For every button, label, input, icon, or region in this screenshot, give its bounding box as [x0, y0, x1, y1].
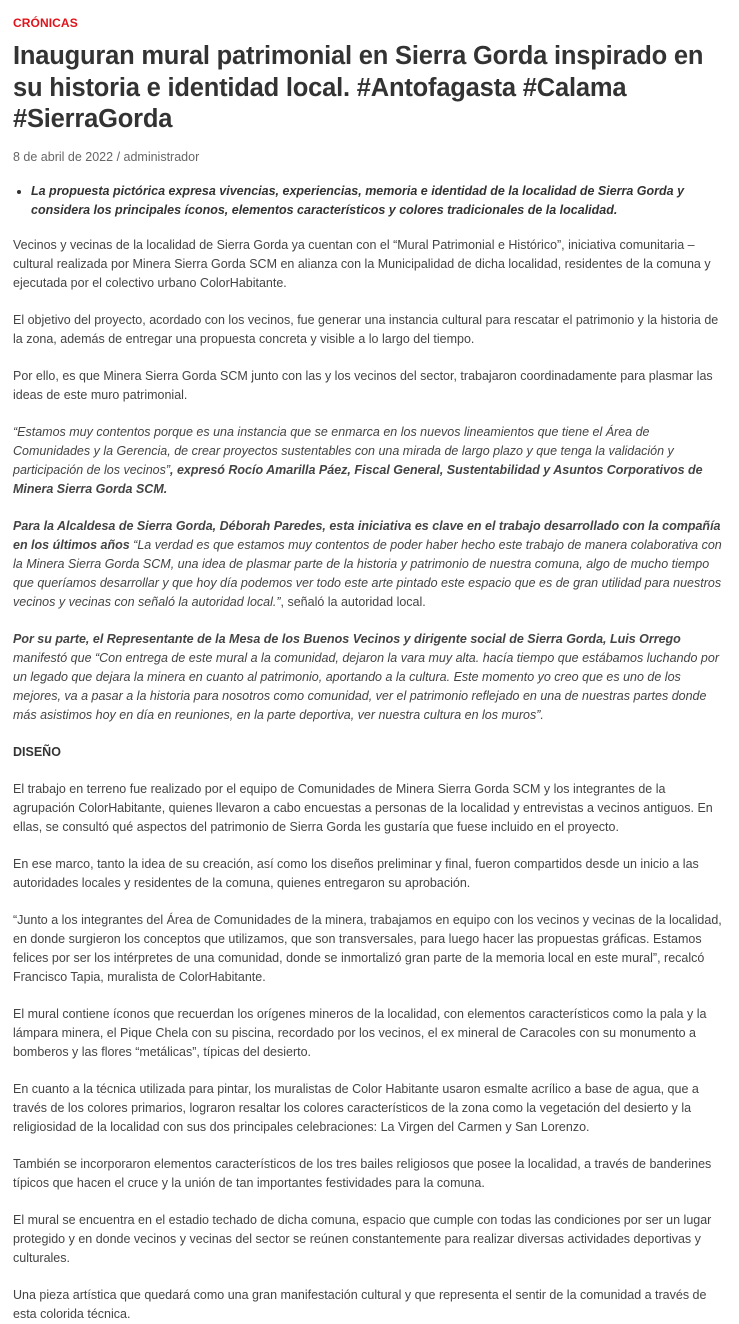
paragraph-approval: En ese marco, tanto la idea de su creación, así como los diseños preliminar y final, fueron compartidos desde un inicio a las autoridades locales y residentes de la comuna, quienes entregaron su aprobación. [13, 856, 699, 890]
paragraph-banners: También se incorporaron elementos característicos de los tres bailes religiosos que posee la localidad, a través de banderines típicos que hacen el cruce y la unión de tan importantes festividades para la comuna. [13, 1156, 712, 1190]
paragraph-fieldwork: El trabajo en terreno fue realizado por el equipo de Comunidades de Minera Sierra Gorda SCM y los integrantes de la agrupación ColorHabitante, quienes llevaron a cabo encuestas a personas de la localidad y entrevistas a vecinos antiguos. En ellas, se consultó qué aspectos del patrimonio de Sierra Gorda les gustaría que fuese incluido en el proyecto. [13, 781, 713, 834]
quote-amarilla-text: “Estamos muy contentos porque es una instancia que se enmarca en los nuevos lineamientos que tiene el Área de Comunidades y la Gerencia, de crear proyectos sustentables con una mirada de largo plazo y que tenga la validación y participación de los vecinos” [13, 424, 674, 477]
date-link[interactable]: 8 de abril de 2022 [13, 149, 114, 164]
section-heading-diseno: DISEÑO [13, 744, 61, 759]
paragraph-icons: El mural contiene íconos que recuerdan los orígenes mineros de la localidad, con elementos característicos como la pala y la lámpara minera, el Pique Chela con su piscina, recordado por los vecinos, el ex mineral de Caracoles con su monumento a bomberos y las flores “metálicas”, típicas del desierto. [13, 1006, 707, 1059]
quote-amarilla-attribution: , expresó Rocío Amarilla Páez, Fiscal General, Sustentabilidad y Asuntos Corporativos de Minera Sierra Gorda SCM. [13, 462, 703, 496]
category-link[interactable]: CRÓNICAS [13, 16, 78, 30]
author-link[interactable]: administrador [123, 149, 200, 164]
paragraph-intro: Vecinos y vecinas de la localidad de Sierra Gorda ya cuentan con el “Mural Patrimonial e Histórico”, iniciativa comunitaria – cultural realizada por Minera Sierra Gorda SCM en alianza con la Municipalidad de dicha localidad, residentes de la comuna y ejecutada por el colectivo urbano ColorHabitante. [13, 237, 711, 290]
quote-amarilla [13, 423, 727, 499]
meta-separator: / [113, 149, 124, 164]
summary-list [13, 182, 727, 220]
quote-orrego [13, 630, 727, 725]
quote-paredes [13, 517, 727, 612]
quote-paredes-tail: , señaló la autoridad local. [280, 594, 426, 609]
quote-paredes-text: “La verdad es que estamos muy contentos de poder haber hecho este trabajo de manera colaborativa con la Minera Sierra Gorda SCM, una idea de plasmar parte de la historia y patrimonio de nuestra comuna, algo de mucho tiempo que queríamos desarrollar y que hoy día podemos ver todo este arte pintado este espacio que es de gran utilidad para nuestros vecinos y vecinas con señaló la autoridad local.” [13, 537, 722, 609]
paragraph-coordination: Por ello, es que Minera Sierra Gorda SCM junto con las y los vecinos del sector, trabajaron coordinadamente para plasmar las ideas de este muro patrimonial. [13, 368, 713, 402]
paragraph-technique: En cuanto a la técnica utilizada para pintar, los muralistas de Color Habitante usaron esmalte acrílico a base de agua, que a través de los colores primarios, lograron resaltar los colores característicos de la zona como la vegetación del desierto y la religiosidad de la localidad con sus dos principales celebraciones: La Virgen del Carmen y San Lorenzo. [13, 1081, 699, 1134]
quote-orrego-text: manifestó que “Con entrega de este mural a la comunidad, dejaron la vara muy alta. hacía tiempo que estábamos luchando por un legado que dejara la minera en cuanto al patrimonio, aportando a la cultura. Este momento yo creo que es uno de los mejores, va a pasar a la historia para nosotros como comunidad, ver el patrimonio reflejado en una de nuestras partes donde más asistimos hoy en día en reuniones, en la parte deportiva, ver nuestra cultura en los muros”. [13, 650, 719, 722]
summary-item: • La propuesta pictórica expresa vivencias, experiencias, memoria e identidad de la localidad de Sierra Gorda y considera los principales íconos, elementos característicos y colores tradicionales de la localidad. [31, 182, 727, 220]
quote-orrego-lead: Por su parte, el Representante de la Mesa de los Buenos Vecinos y dirigente social de Sierra Gorda, Luis Orrego [13, 631, 681, 646]
quote-paredes-lead: Para la Alcaldesa de Sierra Gorda, Déborah Paredes, esta iniciativa es clave en el trabajo desarrollado con la compañía en los últimos años [13, 518, 721, 552]
paragraph-closing: Una pieza artística que quedará como una gran manifestación cultural y que representa el sentir de la comunidad a través de esta colorida técnica. [13, 1287, 707, 1321]
paragraph-objective: El objetivo del proyecto, acordado con los vecinos, fue generar una instancia cultural para rescatar el patrimonio y la historia de la zona, además de entregar una propuesta concreta y visible a lo largo del tiempo. [13, 312, 719, 346]
article-meta [13, 148, 727, 166]
paragraph-location: El mural se encuentra en el estadio techado de dicha comuna, espacio que cumple con todas las condiciones por ser un lugar protegido y en donde vecinos y vecinas del sector se reúnen constantemente para realizar diversas actividades deportivas y culturales. [13, 1212, 712, 1265]
paragraph-tapia-quote: “Junto a los integrantes del Área de Comunidades de la minera, trabajamos en equipo con los vecinos y vecinas de la localidad, en donde surgieron los conceptos que utilizamos, que son transversales, para luego hacer las propuestas gráficas. Estamos felices por ser los intérpretes de una comunidad, donde se inmortalizó gran parte de la memoria local en este mural”, recalcó Francisco Tapia, muralista de ColorHabitante. [13, 912, 722, 984]
article-title: Inauguran mural patrimonial en Sierra Gorda inspirado en su historia e identidad local. #Antofagasta #Calama #SierraGorda [13, 42, 704, 133]
